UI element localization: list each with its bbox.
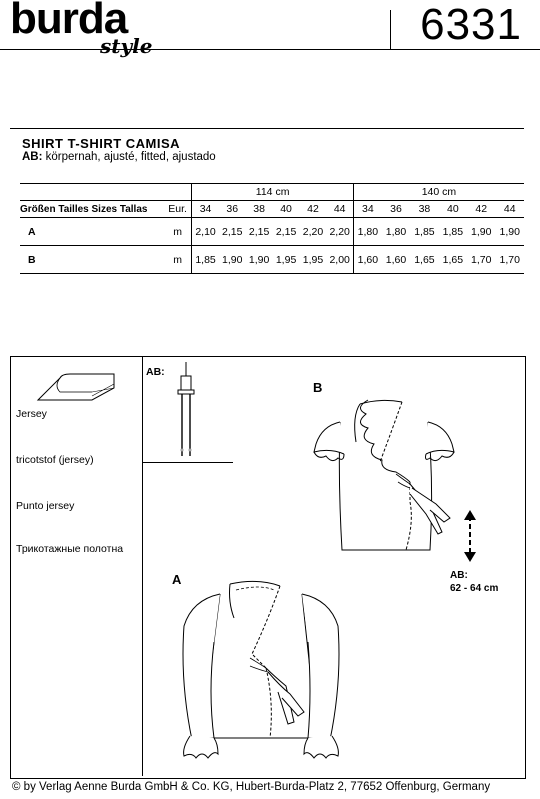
value-cell: 1,90 [471,225,492,238]
value-cell: 1,80 [353,218,381,246]
brand-logo-sub: style [100,34,153,58]
subtitle-text: körpernah, ajusté, fitted, ajustado [42,151,216,163]
value-cell: 1,60 [385,253,407,266]
page-title: SHIRT T-SHIRT CAMISA [22,136,181,151]
value-cell: 2,20 [302,225,324,238]
size-cell: 34 [192,201,219,218]
value-cell: 2,15 [222,225,243,238]
view-a-illustration [170,572,370,772]
size-cell: 34 [353,201,381,218]
value-cell: 1,90 [222,253,243,266]
size-cell: 40 [280,203,292,215]
size-cell: 42 [475,203,488,215]
length-arrow-icon [460,510,480,562]
page-subtitle [22,151,216,163]
view-b-label: B [313,380,323,395]
value-cell: 2,15 [248,225,270,238]
panel-divider [142,357,143,776]
fabric-item: Punto jersey [16,500,75,512]
value-cell: 1,65 [414,253,435,266]
width-114-header: 114 cm [192,184,354,201]
size-cell: 38 [418,203,431,215]
value-cell: 1,95 [302,253,324,266]
twin-needle-icon [172,360,202,460]
pattern-number: 6331 [420,0,522,49]
value-cell: 2,15 [275,225,297,238]
unit-label: m [173,253,182,266]
size-cell: 36 [226,203,239,215]
table-row [20,218,524,246]
length-label: AB: [450,570,468,581]
table-row [20,246,524,274]
value-cell: 2,00 [329,253,350,266]
view-label: A [28,225,36,238]
value-cell: 1,60 [353,246,381,274]
title-rule [10,128,524,129]
subtitle-prefix: AB: [22,151,43,163]
header-rule [0,49,540,50]
value-cell: 1,70 [499,253,520,266]
copyright-footer: © by Verlag Aenne Burda GmbH & Co. KG, Hubert-Burda-Platz 2, 77652 Offenburg, Germany [12,781,491,793]
size-label: Größen Tailles Sizes Tallas [20,203,148,215]
view-label: B [28,253,36,266]
size-cell: 44 [333,203,346,215]
brand-logo: burda [10,0,128,43]
unit-label: m [173,225,182,238]
value-cell: 1,90 [499,225,520,238]
value-cell: 2,20 [329,225,350,238]
needle-divider [143,462,233,463]
size-cell: 42 [307,203,319,215]
value-cell: 1,65 [442,253,464,266]
value-cell: 2,10 [192,218,219,246]
size-cell: 44 [503,203,516,215]
size-cell: 36 [390,203,402,215]
fabric-item: Jersey [16,408,47,420]
yardage-table [20,183,524,274]
value-cell: 1,70 [471,253,492,266]
view-b-illustration [310,382,470,562]
view-a-label: A [172,572,182,587]
size-cell: 40 [446,203,459,215]
value-cell: 1,80 [385,225,407,238]
value-cell: 1,85 [442,225,464,238]
size-cell: 38 [253,203,265,215]
eur-label: Eur. [168,203,187,215]
needle-label: AB: [146,366,165,378]
fabric-item: tricotstof (jersey) [16,454,94,466]
value-cell: 1,85 [192,246,219,274]
value-cell: 1,85 [414,225,435,238]
fabric-swatch-icon [30,366,120,404]
value-cell: 1,95 [275,253,297,266]
header-divider [390,10,391,50]
fabric-item: Трикотажные полотна [16,543,124,555]
value-cell: 1,90 [248,253,270,266]
width-140-header: 140 cm [353,184,524,201]
length-value: 62 - 64 cm [450,583,499,594]
